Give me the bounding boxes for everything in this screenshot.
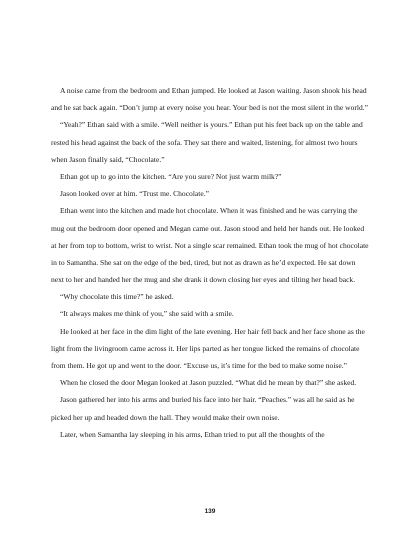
body-text [51, 82, 369, 443]
paragraph: A noise came from the bedroom and Ethan jumped. He looked at Jason waiting. Jason shook his head and he sat back again. “Don’t jump at every noise you hear. Your bed is not the most silent in the world.” [51, 86, 368, 113]
paragraph: Ethan got up to go into the kitchen. “Are you sure? Not just warm milk?” [60, 171, 282, 181]
paragraph: Ethan went into the kitchen and made hot chocolate. When it was finished and he was carrying the mug out the bedroom door opened and Megan came out. Jason stood and held her hands out. He looked at her from top to bottom, wrist to wrist. Not a single scar remained. Ethan took the mug of hot chocolate in to Samantha. She sat on the edge of the bed, tired, but not as drawn as he’d expected. He sat down next to her and handed her the mug and she drank it down closing her eyes and tilting her head back. [51, 206, 369, 285]
paragraph: “Why chocolate this time?” he asked. [60, 292, 174, 302]
paragraph: Later, when Samantha lay sleeping in his arms, Ethan tried to put all the thoughts of the [60, 429, 325, 439]
paragraph: He looked at her face in the dim light of the late evening. Her hair fell back and her face shone as the light from the livingroom came across it. Her lips parted as her tongue licked the remains of chocolate from them. He got up and went to the door. “Excuse us, it’s time for the bed to make some noise.” [51, 326, 365, 370]
paragraph: Jason gathered her into his arms and buried his face into her hair. “Peaches.” was all he said as he picked her up and headed down the hall. They would make their own noise. [51, 395, 355, 422]
paragraph: Jason looked over at him. “Trust me. Chocolate.” [60, 189, 209, 199]
paragraph: “Yeah?” Ethan said with a smile. “Well neither is yours.” Ethan put his feet back up on the table and rested his head against the back of the sofa. They sat there and waited, listening, for almost two hours when Jason finally said, “Chocolate.” [51, 120, 363, 164]
page-number: 139 [204, 508, 216, 515]
paragraph: When he closed the door Megan looked at Jason puzzled. “What did he mean by that?” she asked. [60, 378, 357, 388]
paragraph: “It always makes me think of you,” she said with a smile. [60, 309, 234, 319]
